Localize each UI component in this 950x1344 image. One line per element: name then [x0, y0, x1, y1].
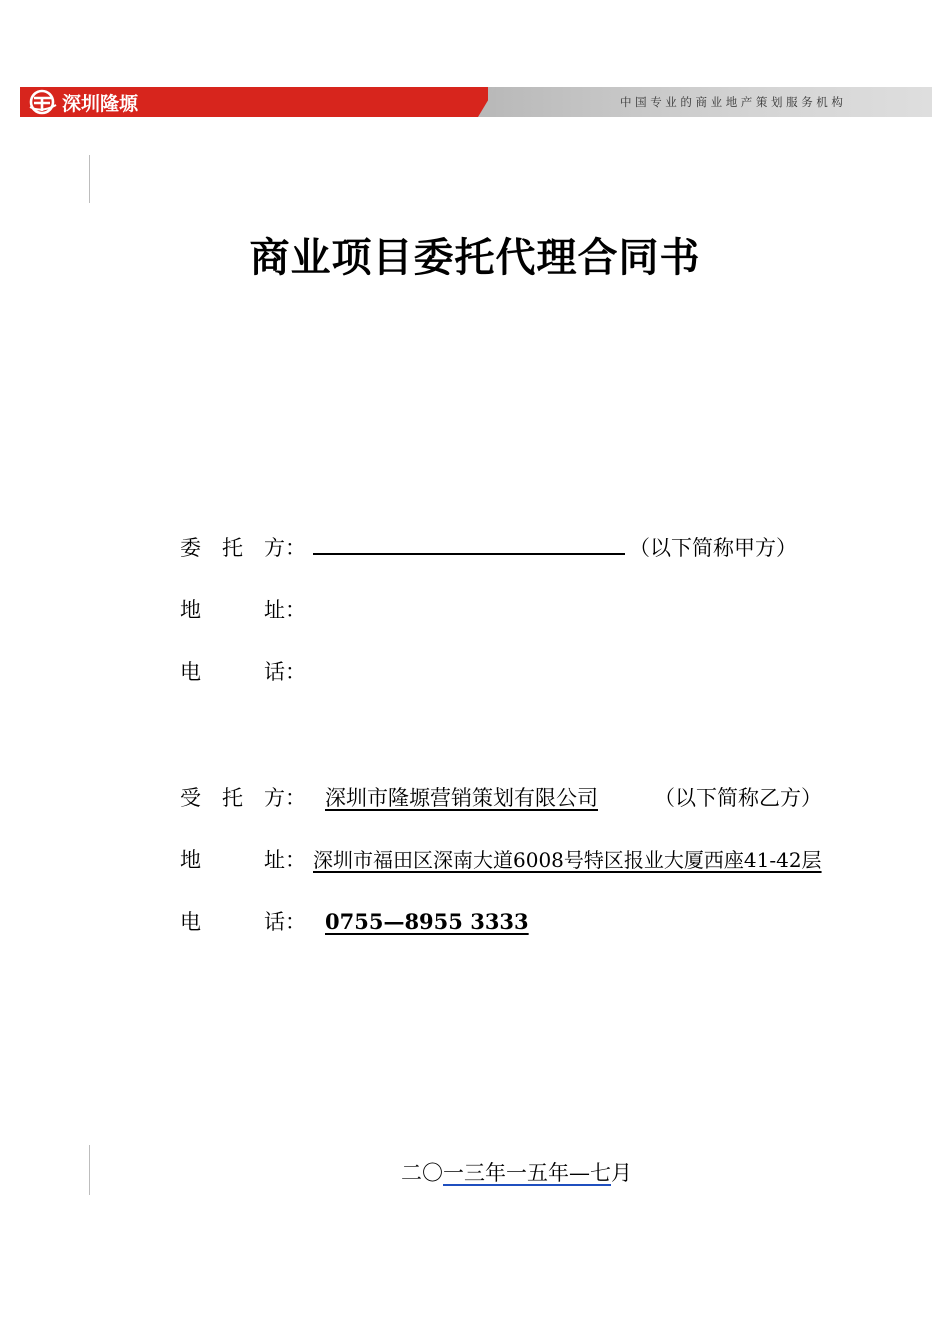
agent-name: 深圳市隆塬营销策划有限公司	[325, 786, 598, 810]
client-address-row	[180, 594, 313, 624]
agent-row	[180, 782, 822, 812]
date-part-1: 二〇	[401, 1161, 443, 1185]
client-label: 委 托 方：	[180, 536, 306, 560]
margin-mark-bottom	[89, 1145, 90, 1195]
client-row	[180, 532, 797, 562]
agent-phone-value: 0755—8955 3333	[325, 909, 529, 934]
document-title: 商业项目委托代理合同书	[249, 235, 701, 281]
agent-phone-row	[180, 906, 533, 936]
agent-address-label: 地 址：	[180, 848, 306, 872]
margin-mark-top	[89, 155, 90, 203]
agent-suffix: （以下简称乙方）	[654, 786, 822, 810]
agent-label: 受 托 方：	[180, 786, 306, 810]
date-part-3: 一五年	[506, 1161, 569, 1185]
agent-phone-label: 电 话：	[180, 910, 306, 934]
client-phone-label: 电 话：	[180, 660, 306, 684]
date-part-4: —七	[569, 1161, 611, 1185]
agent-address-value: 深圳市福田区深南大道6008号特区报业大厦西座41-42层	[313, 848, 822, 872]
date-part-2: 一三年	[443, 1161, 506, 1185]
header-banner	[20, 87, 932, 117]
logo-text: 深圳隆塬	[62, 92, 139, 115]
contract-date	[401, 1157, 632, 1187]
client-suffix: （以下简称甲方）	[629, 536, 797, 560]
agent-address-row	[180, 844, 822, 874]
client-phone-row	[180, 656, 313, 686]
client-name-blank[interactable]	[313, 533, 625, 555]
client-address-label: 地 址：	[180, 598, 306, 622]
company-logo	[28, 88, 138, 116]
logo-mark-icon	[28, 89, 58, 115]
header-slogan: 中国专业的商业地产策划服务机构	[620, 95, 847, 109]
date-part-5: 月	[611, 1161, 632, 1185]
